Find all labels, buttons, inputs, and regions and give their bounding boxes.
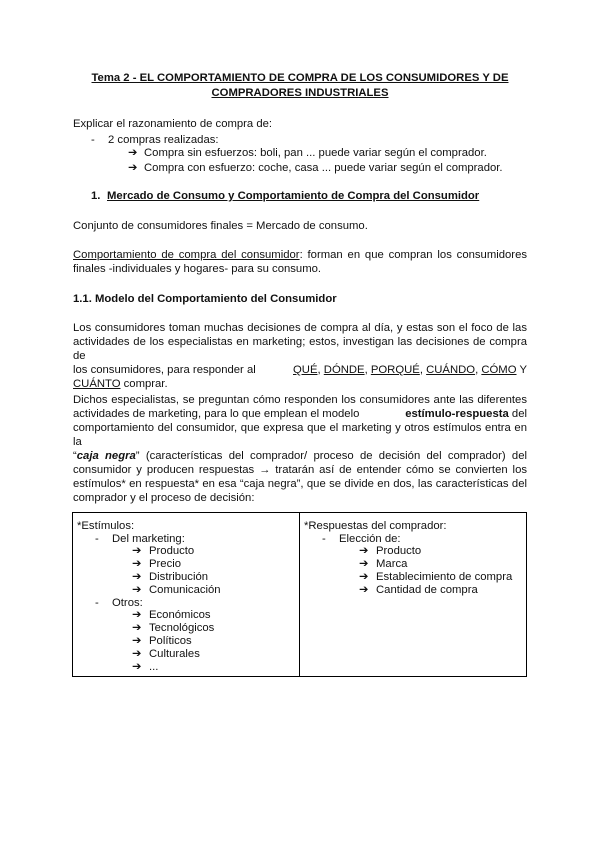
left-cell-heading: *Estímulos:	[77, 520, 135, 532]
section-1-heading	[91, 189, 479, 203]
question-cuando: CUÁNDO	[426, 364, 476, 376]
arrow-bullet-icon: ➔	[359, 571, 369, 583]
left-g2-item	[132, 634, 192, 648]
arrow-bullet-icon: ➔	[132, 661, 142, 673]
s11-p1-line-1: Los consumidores toman muchas decisiones de compra al día, y estas son el foco de las	[73, 322, 527, 334]
s11-p2-line-3: comportamiento del consumidor, que expresa que el marketing y otros estímulos entra en la	[73, 422, 527, 448]
dash-bullet: -	[91, 134, 95, 146]
s11-p2-line-2	[73, 407, 527, 421]
left-g1-item	[132, 544, 194, 558]
question-donde: DÓNDE	[323, 364, 365, 376]
s11-p1-line-4	[73, 377, 527, 391]
defined-term: Comportamiento de compra del consumidor	[73, 249, 300, 261]
left-g2-item-text: Económicos	[149, 609, 211, 621]
open-quote: “	[73, 450, 77, 462]
intro-dash-text: 2 compras realizadas:	[108, 134, 219, 146]
question-porque: PORQUÉ	[370, 364, 420, 376]
s11-p2-line-4	[73, 449, 527, 463]
question-cuanto: CUÁNTO	[73, 378, 121, 390]
right-g1-item-text: Producto	[376, 545, 422, 557]
arrow-bullet-icon: ➔	[128, 162, 138, 174]
arrow-bullet-icon: ➔	[132, 648, 142, 660]
left-g1-item-text: Producto	[149, 545, 195, 557]
left-g2-item-text: Culturales	[149, 648, 200, 660]
intro-arrow-text-1: Compra sin esfuerzos: boli, pan ... puede variar según el comprador.	[144, 147, 487, 159]
s11-p2-line-2-suffix: del	[511, 408, 527, 420]
section-1-paragraph-2	[73, 248, 527, 276]
section-1-paragraph-1: Conjunto de consumidores finales = Mercado de consumo.	[73, 220, 368, 232]
s11-p2-line-5: consumidor y producen respuestas → tratarán así de entender cómo se convierten los	[73, 464, 527, 476]
arrow-bullet-icon: ➔	[359, 584, 369, 596]
left-g1-item-text: Comunicación	[149, 584, 221, 596]
right-g1-item	[359, 570, 512, 584]
s11-p2-line-1: Dichos especialistas, se preguntan cómo responden los consumidores ante las diferentes	[73, 394, 527, 406]
right-g1-item	[359, 583, 478, 597]
left-g2-item	[132, 647, 200, 661]
arrow-bullet-icon: ➔	[359, 558, 369, 570]
left-g1-item-text: Precio	[149, 558, 182, 570]
title-line-2: COMPRADORES INDUSTRIALES	[211, 87, 389, 99]
section-1-p2-line-1	[73, 248, 527, 262]
question-como: CÓMO	[481, 364, 517, 376]
arrow-bullet-icon: ➔	[128, 147, 138, 159]
black-box-term: caja negra	[76, 450, 136, 462]
left-g1-item	[132, 557, 181, 571]
question-and: Y	[519, 364, 527, 376]
s11-p2-line-7: comprador y el proceso de decisión:	[73, 492, 255, 504]
left-g2-item-text: Políticos	[149, 635, 192, 647]
intro-arrow-item-1	[128, 146, 487, 160]
section-1-1-paragraph-1	[73, 321, 527, 391]
stimulus-response-table	[72, 512, 527, 677]
arrow-bullet-icon: ➔	[132, 545, 142, 557]
left-g1-item	[132, 583, 221, 597]
s11-p1-line-2: actividades de los especialistas en marketing; estos, investigan las decisiones de compra de	[73, 336, 527, 362]
left-g2-item-text: Tecnológicos	[149, 622, 215, 634]
table-column-divider	[299, 513, 300, 676]
s11-p1-end: comprar.	[123, 378, 168, 390]
right-g1-item-text: Cantidad de compra	[376, 584, 478, 596]
left-g1-item-text: Distribución	[149, 571, 209, 583]
right-cell-heading: *Respuestas del comprador:	[304, 520, 447, 532]
s11-p2-line-2-prefix: actividades de marketing, para lo que emplean el modelo	[73, 408, 360, 420]
model-name: estímulo-respuesta	[405, 408, 509, 420]
arrow-bullet-icon: ➔	[132, 635, 142, 647]
arrow-bullet-icon: ➔	[132, 622, 142, 634]
dash-bullet: -	[95, 597, 99, 609]
arrow-bullet-icon: ➔	[132, 571, 142, 583]
left-g1-item	[132, 570, 208, 584]
dash-bullet: -	[95, 533, 99, 545]
s11-p1-line-3-prefix: los consumidores, para responder al	[73, 364, 256, 376]
section-1-p2-line-1-rest: : forman en que compran los consumidores	[299, 249, 528, 261]
section-1-number: 1.	[91, 190, 101, 202]
arrow-bullet-icon: ➔	[132, 558, 142, 570]
left-g2-item	[132, 621, 214, 635]
left-g2-item-text: ...	[149, 661, 159, 673]
intro-arrow-text-2: Compra con esfuerzo: coche, casa ... puede variar según el comprador.	[144, 162, 503, 174]
question-que: QUÉ	[293, 364, 318, 376]
right-g1-item-text: Marca	[376, 558, 408, 570]
left-g2-item	[132, 660, 158, 674]
section-1-title: Mercado de Consumo y Comportamiento de Compra del Consumidor	[107, 190, 480, 202]
dash-bullet: -	[322, 533, 326, 545]
right-group-1-label: Elección de:	[339, 533, 401, 545]
intro-arrow-item-2	[128, 161, 503, 175]
arrow-bullet-icon: ➔	[132, 609, 142, 621]
title-line-1: Tema 2 - EL COMPORTAMIENTO DE COMPRA DE LOS CONSUMIDORES Y DE	[91, 72, 509, 84]
document-title	[60, 71, 540, 101]
left-group-1-label: Del marketing:	[112, 533, 185, 545]
s11-p2-line-6: estímulos* en respuesta* en esa “caja negra”, que se divide en dos, las características del	[73, 478, 527, 490]
section-1-1-heading: 1.1. Modelo del Comportamiento del Consumidor	[73, 293, 337, 305]
left-g2-item	[132, 608, 211, 622]
s11-p2-line-4-rest: ” (características del comprador/ proceso de decisión del comprador) del	[135, 450, 527, 462]
arrow-bullet-icon: ➔	[359, 545, 369, 557]
question-words: QUÉ, DÓNDE, PORQUÉ, CUÁNDO, CÓMO Y	[293, 364, 527, 376]
section-1-1-paragraph-2	[73, 393, 527, 505]
intro-dash-item	[91, 133, 219, 147]
right-g1-item	[359, 557, 407, 571]
right-g1-item	[359, 544, 421, 558]
section-1-p2-line-2: finales -individuales y hogares- para su consumo.	[73, 263, 322, 275]
arrow-bullet-icon: ➔	[132, 584, 142, 596]
intro-lead: Explicar el razonamiento de compra de:	[73, 118, 273, 130]
left-group-2-label: Otros:	[112, 597, 143, 609]
s11-p1-line-3	[73, 363, 527, 377]
right-g1-item-text: Establecimiento de compra	[376, 571, 513, 583]
